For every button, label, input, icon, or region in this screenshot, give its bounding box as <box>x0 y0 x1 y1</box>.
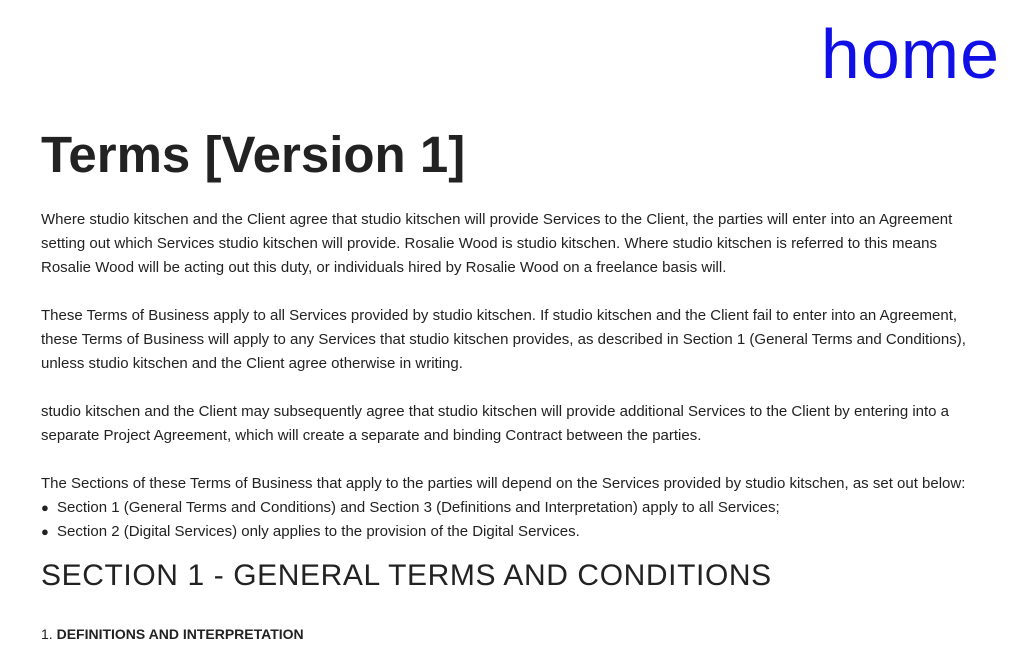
intro-paragraph-4: The Sections of these Terms of Business that apply to the parties will depend on the Services provided by studio kitschen, as set out below: <box>41 475 966 492</box>
bullet-icon: ● <box>41 500 49 515</box>
clause-number: 1. <box>41 626 53 642</box>
section-1-heading: SECTION 1 - GENERAL TERMS AND CONDITIONS <box>41 559 772 592</box>
intro-paragraph-2: These Terms of Business apply to all Services provided by studio kitschen. If studio kitschen and the Client fail to enter into an Agreement, these Terms of Business will apply to any Services that studio kitschen provides, as described in Section 1 (General Terms and Conditions), unless studio kitschen and the Client agree otherwise in writing. <box>41 307 966 372</box>
sections-list <box>41 496 991 544</box>
clause-title: DEFINITIONS AND INTERPRETATION <box>56 626 304 642</box>
list-item-text: Section 2 (Digital Services) only applies to the provision of the Digital Services. <box>57 523 580 540</box>
intro-paragraph-1: Where studio kitschen and the Client agree that studio kitschen will provide Services to the Client, the parties will enter into an Agreement setting out which Services studio kitschen will provide. Rosalie Wood is studio kitschen. Where studio kitschen is referred to this means Rosalie Wood will be acting out this duty, or individuals hired by Rosalie Wood on a freelance basis will. <box>41 211 953 276</box>
terms-content <box>41 208 991 643</box>
intro-paragraph-3: studio kitschen and the Client may subsequently agree that studio kitschen will provide additional Services to the Client by entering into a separate Project Agreement, which will create a separate and binding Contract between the parties. <box>41 403 950 444</box>
page-title: Terms [Version 1] <box>41 126 466 183</box>
list-item-text: Section 1 (General Terms and Conditions) and Section 3 (Definitions and Interpretation) apply to all Services; <box>57 499 780 516</box>
list-item <box>41 520 991 544</box>
clause-1-heading <box>41 625 991 643</box>
home-link[interactable]: home <box>820 15 1000 93</box>
list-item <box>41 496 991 520</box>
bullet-icon: ● <box>41 524 49 539</box>
